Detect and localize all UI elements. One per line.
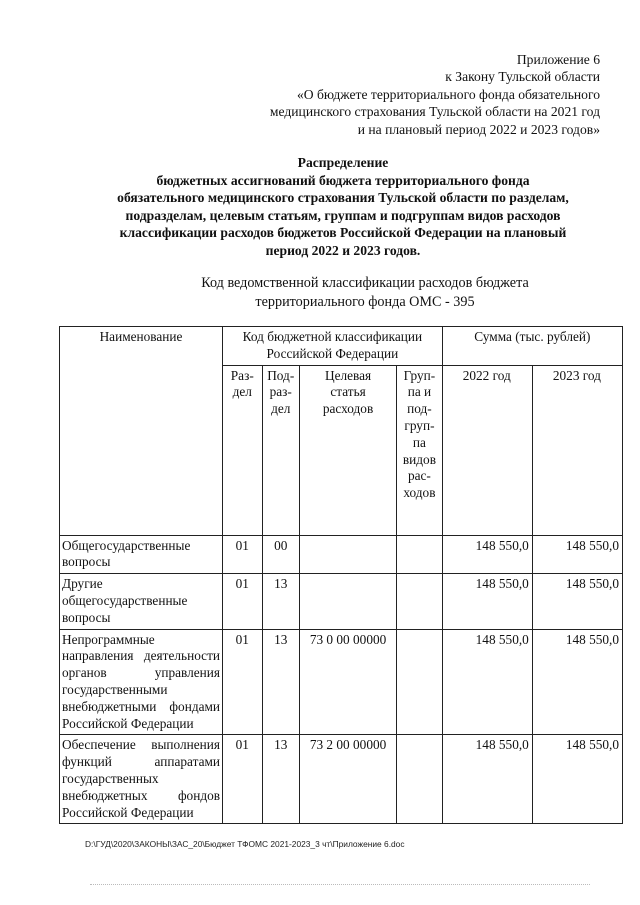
appendix-header bbox=[200, 51, 600, 138]
row-vid bbox=[397, 629, 443, 735]
appendix-line: «О бюджете территориального фонда обязательного bbox=[296, 86, 600, 102]
document-title bbox=[58, 154, 628, 260]
title-line: бюджетных ассигнований бюджета территориального фонда bbox=[156, 172, 530, 188]
row-name: Обеспечение выполнения функций аппаратами государственных внебюджетных фондов Российской Федерации bbox=[60, 735, 223, 824]
table-header-row bbox=[60, 327, 623, 366]
header-razdel: Раз- дел bbox=[223, 365, 262, 535]
title-line: Распределение bbox=[297, 155, 389, 170]
header-podrazdel: Под- раз- дел bbox=[262, 365, 299, 535]
row-vid bbox=[397, 574, 443, 629]
row-name: Непрограммные направления деятельности органов управления государственными внебюджетными фондами Российской Федерации bbox=[60, 629, 223, 735]
row-podrazdel: 13 bbox=[262, 629, 299, 735]
header-sum-group: Сумма (тыс. рублей) bbox=[442, 327, 622, 366]
dept-line: Код ведомственной классификации расходов бюджета bbox=[201, 275, 529, 291]
row-podrazdel: 13 bbox=[262, 735, 299, 824]
file-path-footer: D:\ГУД\2020\ЗАКОНЫ\ЗАС_20\Бюджет ТФОМС 2021-2023_3 чт\Приложение 6.doc bbox=[85, 839, 405, 849]
row-vid bbox=[397, 735, 443, 824]
dept-line: территориального фонда ОМС - 395 bbox=[255, 294, 475, 310]
row-2022: 148 550,0 bbox=[442, 535, 532, 574]
header-code-group: Код бюджетной классификации Российской Федерации bbox=[223, 327, 443, 366]
appendix-line: и на плановый период 2022 и 2023 годов» bbox=[357, 121, 600, 137]
row-razdel: 01 bbox=[223, 735, 262, 824]
row-vid bbox=[397, 535, 443, 574]
title-line: подразделам, целевым статьям, группам и подгруппам видов расходов bbox=[125, 207, 561, 223]
budget-table bbox=[59, 326, 623, 824]
row-podrazdel: 00 bbox=[262, 535, 299, 574]
row-razdel: 01 bbox=[223, 535, 262, 574]
row-target: 73 0 00 00000 bbox=[299, 629, 396, 735]
department-code bbox=[160, 274, 570, 312]
row-2023: 148 550,0 bbox=[532, 574, 622, 629]
row-2023: 148 550,0 bbox=[532, 535, 622, 574]
scan-artifact-line bbox=[90, 884, 590, 885]
row-target bbox=[299, 535, 396, 574]
title-line: классификации расходов бюджетов Российской Федерации на плановый bbox=[119, 225, 567, 241]
header-vid: Груп- па и под- груп- па видов рас- ходов bbox=[397, 365, 443, 535]
row-target: 73 2 00 00000 bbox=[299, 735, 396, 824]
title-line: обязательного медицинского страхования Тульской области по разделам, bbox=[117, 190, 569, 206]
row-2023: 148 550,0 bbox=[532, 735, 622, 824]
row-2022: 148 550,0 bbox=[442, 735, 532, 824]
table-row bbox=[60, 735, 623, 824]
appendix-line: медицинского страхования Тульской области на 2021 год bbox=[269, 104, 600, 120]
row-razdel: 01 bbox=[223, 574, 262, 629]
row-podrazdel: 13 bbox=[262, 574, 299, 629]
header-name: Наименование bbox=[60, 327, 223, 536]
table-row bbox=[60, 574, 623, 629]
row-2023: 148 550,0 bbox=[532, 629, 622, 735]
row-2022: 148 550,0 bbox=[442, 629, 532, 735]
header-2023: 2023 год bbox=[532, 365, 622, 535]
row-target bbox=[299, 574, 396, 629]
header-2022: 2022 год bbox=[442, 365, 532, 535]
table-row bbox=[60, 629, 623, 735]
appendix-line: к Закону Тульской области bbox=[445, 69, 600, 85]
appendix-line: Приложение 6 bbox=[516, 52, 600, 67]
row-name: Другие общегосударственные вопросы bbox=[60, 574, 223, 629]
title-line: период 2022 и 2023 годов. bbox=[265, 242, 421, 258]
table-row bbox=[60, 535, 623, 574]
row-name: Общегосударственные вопросы bbox=[60, 535, 223, 574]
header-target: Целевая статья расходов bbox=[299, 365, 396, 535]
row-2022: 148 550,0 bbox=[442, 574, 532, 629]
row-razdel: 01 bbox=[223, 629, 262, 735]
